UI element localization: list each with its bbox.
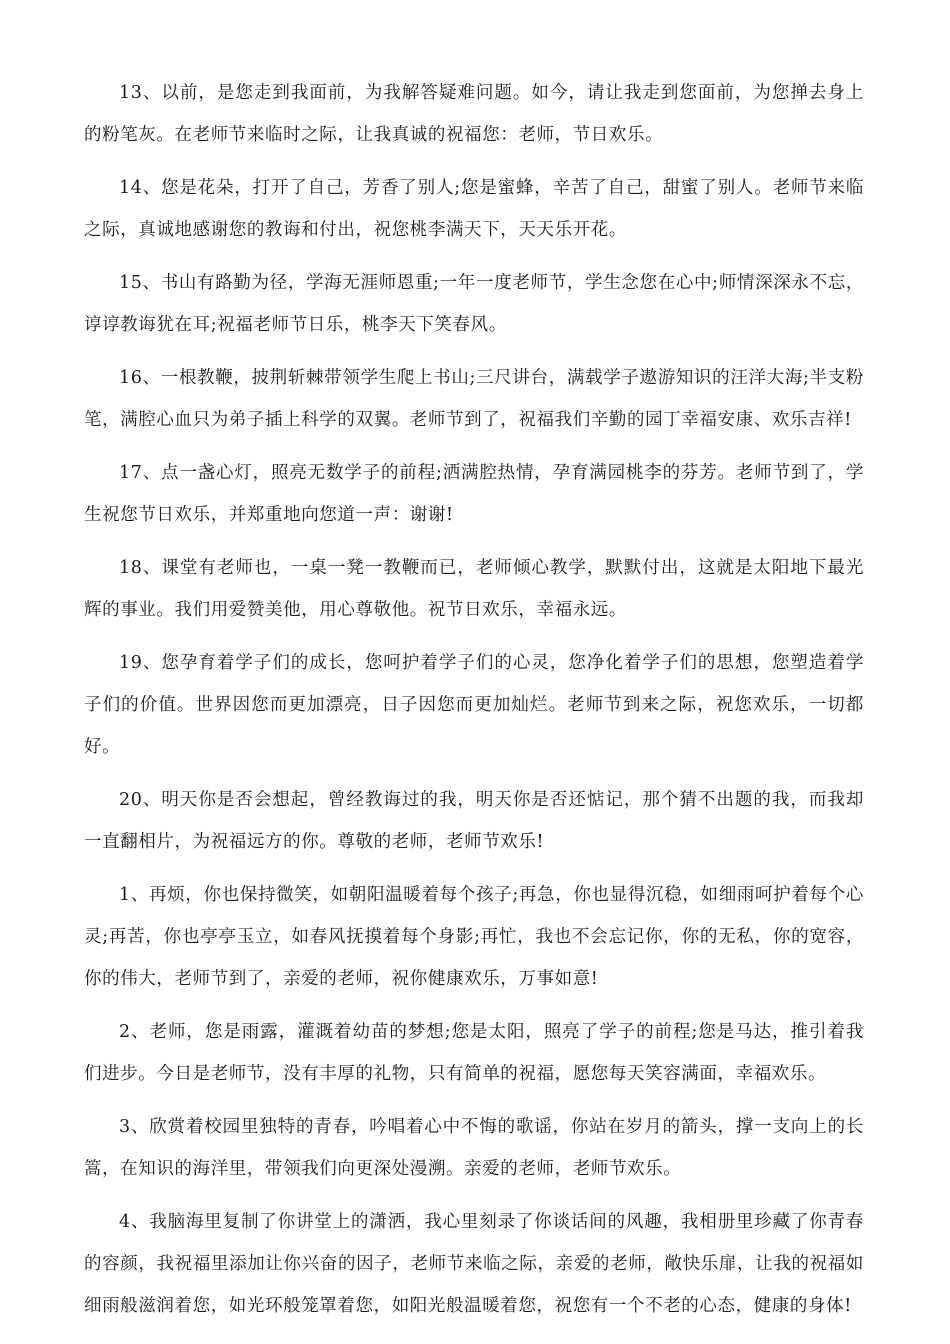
paragraph-17: 17、点一盏心灯，照亮无数学子的前程;洒满腔热情，孕育满园桃李的芬芳。老师节到了，学生祝您节日欢乐，并郑重地向您道一声：谢谢! [84,463,864,525]
paragraph-20: 20、明天你是否会想起，曾经教诲过的我，明天你是否还惦记，那个猜不出题的我，而我却一直翻相片，为祝福远方的你。尊敬的老师，老师节欢乐! [84,790,864,852]
paragraph-14: 14、您是花朵，打开了自己，芳香了别人;您是蜜蜂，辛苦了自己，甜蜜了别人。老师节来临之际，真诚地感谢您的教诲和付出，祝您桃李满天下，天天乐开花。 [84,178,864,240]
document-body [84,72,864,1338]
paragraph-13: 13、以前，是您走到我面前，为我解答疑难问题。如今，请让我走到您面前，为您掸去身上的粉笔灰。在老师节来临时之际，让我真诚的祝福您：老师，节日欢乐。 [84,83,864,145]
paragraph-3: 3、欣赏着校园里独特的青春，吟唱着心中不悔的歌谣，你站在岁月的箭头，撑一支向上的长篙，在知识的海洋里，带领我们向更深处漫溯。亲爱的老师，老师节欢乐。 [84,1117,864,1179]
paragraph-2: 2、老师，您是雨露，灌溉着幼苗的梦想;您是太阳，照亮了学子的前程;您是马达，推引着我们进步。今日是老师节，没有丰厚的礼物，只有简单的祝福，愿您每天笑容满面，幸福欢乐。 [84,1022,864,1084]
paragraph-19: 19、您孕育着学子们的成长，您呵护着学子们的心灵，您净化着学子们的思想，您塑造着学子们的价值。世界因您而更加漂亮，日子因您而更加灿烂。老师节到来之际，祝您欢乐，一切都好。 [84,653,864,757]
paragraph-15: 15、书山有路勤为径，学海无涯师恩重;一年一度老师节，学生念您在心中;师情深深永不忘，谆谆教诲犹在耳;祝福老师节日乐，桃李天下笑春风。 [84,273,864,335]
paragraph-18: 18、课堂有老师也，一桌一凳一教鞭而已，老师倾心教学，默默付出，这就是太阳地下最光辉的事业。我们用爱赞美他，用心尊敬他。祝节日欢乐，幸福永远。 [84,558,864,620]
paragraph-16: 16、一根教鞭，披荆斩棘带领学生爬上书山;三尺讲台，满载学子遨游知识的汪洋大海;半支粉笔，满腔心血只为弟子插上科学的双翼。老师节到了，祝福我们辛勤的园丁幸福安康、欢乐吉祥! [84,368,864,430]
paragraph-4: 4、我脑海里复制了你讲堂上的潇洒，我心里刻录了你谈话间的风趣，我相册里珍藏了你青春的容颜，我祝福里添加让你兴奋的因子，老师节来临之际，亲爱的老师，敞快乐扉，让我的祝福如细雨般滋润着您，如光环般笼罩着您，如阳光般温暖着您，祝您有一个不老的心态，健康的身体! [84,1212,864,1316]
paragraph-1: 1、再烦，你也保持微笑，如朝阳温暖着每个孩子;再急，你也显得沉稳，如细雨呵护着每个心灵;再苦，你也亭亭玉立，如春风抚摸着每个身影;再忙，我也不会忘记你，你的无私，你的宽容，你的伟大，老师节到了，亲爱的老师，祝你健康欢乐，万事如意! [84,885,864,989]
